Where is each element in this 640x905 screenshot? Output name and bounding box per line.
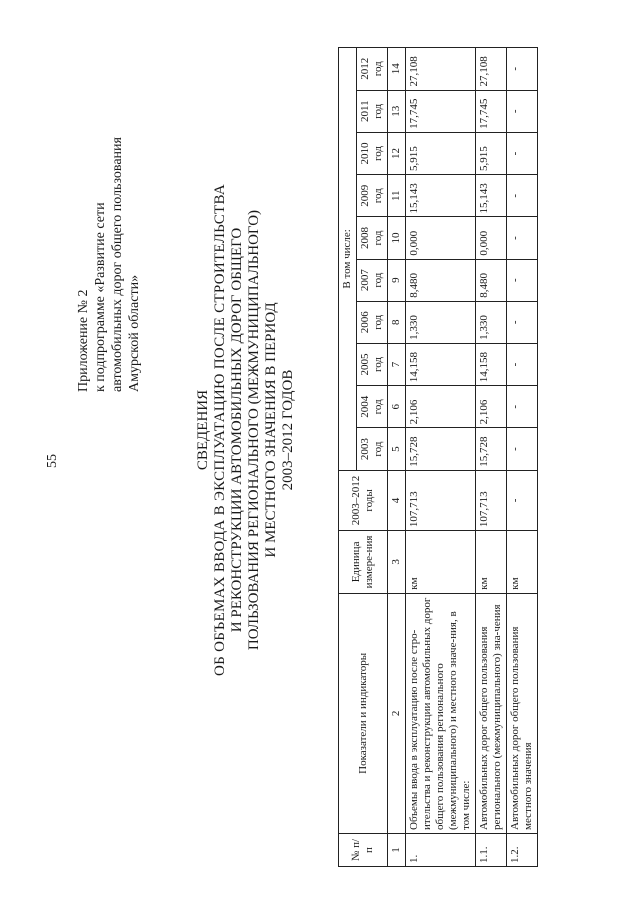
row-year-value: 2,106 <box>476 386 507 428</box>
row-year-value: - <box>507 48 538 91</box>
header-year: 2005 год <box>357 343 388 385</box>
row-year-value: - <box>507 428 538 470</box>
appendix-line-3: автомобильных дорог общего пользования <box>110 137 125 392</box>
column-number: 12 <box>388 132 406 174</box>
row-year-value: 15,728 <box>476 428 507 470</box>
table-row <box>406 48 476 867</box>
header-year: 2006 год <box>357 301 388 343</box>
title-line-2: ОБ ОБЪЕМАХ ВВОДА В ЭКСПЛУАТАЦИЮ ПОСЛЕ СТРОИТЕЛЬСТВА <box>212 184 228 676</box>
row-year-value: - <box>507 175 538 217</box>
row-year-value: - <box>507 259 538 301</box>
title-line-5: И МЕСТНОГО ЗНАЧЕНИЯ В ПЕРИОД <box>263 302 279 558</box>
column-number: 14 <box>388 48 406 91</box>
row-indicator: Автомобильных дорог общего пользования регионального (межмуниципального) зна-чения <box>476 593 507 833</box>
row-year-value: 27,108 <box>476 48 507 91</box>
column-number: 7 <box>388 343 406 385</box>
row-year-value: 8,480 <box>476 259 507 301</box>
row-year-value: - <box>507 217 538 259</box>
row-year-value: - <box>507 90 538 132</box>
header-row <box>339 48 357 867</box>
row-year-value: - <box>507 343 538 385</box>
title-line-3: И РЕКОНСТРУКЦИИ АВТОМОБИЛЬНЫХ ДОРОГ ОБЩЕГО <box>229 227 245 633</box>
header-no: № п/п <box>339 833 388 866</box>
column-number: 3 <box>388 531 406 594</box>
row-year-value: 17,745 <box>476 90 507 132</box>
row-year-value: 15,143 <box>406 175 476 217</box>
column-number: 2 <box>388 593 406 833</box>
header-year: 2010 год <box>357 132 388 174</box>
row-year-value: 15,143 <box>476 175 507 217</box>
row-indicator: Автомобильных дорог общего пользования местного значения <box>507 593 538 833</box>
row-year-value: 1,330 <box>406 301 476 343</box>
column-number: 6 <box>388 386 406 428</box>
column-number: 9 <box>388 259 406 301</box>
row-year-value: - <box>507 132 538 174</box>
appendix-line-4: Амурской области» <box>127 274 142 392</box>
row-total: 107,713 <box>476 470 507 530</box>
column-number: 8 <box>388 301 406 343</box>
row-year-value: 14,158 <box>476 343 507 385</box>
header-year: 2003 год <box>357 428 388 470</box>
row-total: - <box>507 470 538 530</box>
column-number: 10 <box>388 217 406 259</box>
column-number: 11 <box>388 175 406 217</box>
row-year-value: 8,480 <box>406 259 476 301</box>
header-in-that-number: В том числе: <box>339 48 357 471</box>
document-title <box>195 50 297 810</box>
row-number: 1.1. <box>476 833 507 866</box>
row-indicator: Объемы ввода в эксплуатацию после стро-ительства и реконструкции автомобильных дорог общего пользования регионального (межмуниципального) и местного значе-ния, в том числе: <box>406 593 476 833</box>
header-year: 2007 год <box>357 259 388 301</box>
appendix-line-2: к подпрограмме «Развитие сети <box>93 202 108 392</box>
header-year: 2012 год <box>357 48 388 91</box>
header-unit: Единица измере-ния <box>339 531 388 594</box>
title-line-1: СВЕДЕНИЯ <box>195 389 211 471</box>
row-year-value: 27,108 <box>406 48 476 91</box>
row-year-value: 15,728 <box>406 428 476 470</box>
row-year-value: 0,000 <box>406 217 476 259</box>
title-line-4: ПОЛЬЗОВАНИЯ РЕГИОНАЛЬНОГО (МЕЖМУНИЦИПАЛЬНОГО) <box>246 209 262 651</box>
page-number: 55 <box>45 454 60 468</box>
header-year: 2011 год <box>357 90 388 132</box>
row-year-value: 1,330 <box>476 301 507 343</box>
row-unit: км <box>406 531 476 594</box>
column-number-row <box>388 48 406 867</box>
appendix-note <box>75 62 143 392</box>
row-unit: км <box>507 531 538 594</box>
column-number: 5 <box>388 428 406 470</box>
row-year-value: 5,915 <box>476 132 507 174</box>
header-year: 2004 год <box>357 386 388 428</box>
row-year-value: 0,000 <box>476 217 507 259</box>
header-year: 2009 год <box>357 175 388 217</box>
table-row <box>476 48 507 867</box>
row-number: 1. <box>406 833 476 866</box>
column-number: 1 <box>388 833 406 866</box>
row-year-value: 17,745 <box>406 90 476 132</box>
row-year-value: - <box>507 301 538 343</box>
row-year-value: 14,158 <box>406 343 476 385</box>
row-total: 107,713 <box>406 470 476 530</box>
row-unit: км <box>476 531 507 594</box>
row-year-value: - <box>507 386 538 428</box>
data-table <box>338 47 538 867</box>
row-year-value: 5,915 <box>406 132 476 174</box>
table-row <box>507 48 538 867</box>
column-number: 13 <box>388 90 406 132</box>
title-line-6: 2003–2012 ГОДОВ <box>280 369 296 491</box>
appendix-line-1: Приложение № 2 <box>76 289 91 392</box>
header-indicator: Показатели и индикаторы <box>339 593 388 833</box>
row-year-value: 2,106 <box>406 386 476 428</box>
header-year: 2008 год <box>357 217 388 259</box>
header-total: 2003–2012 годы <box>339 470 388 530</box>
column-number: 4 <box>388 470 406 530</box>
row-number: 1.2. <box>507 833 538 866</box>
